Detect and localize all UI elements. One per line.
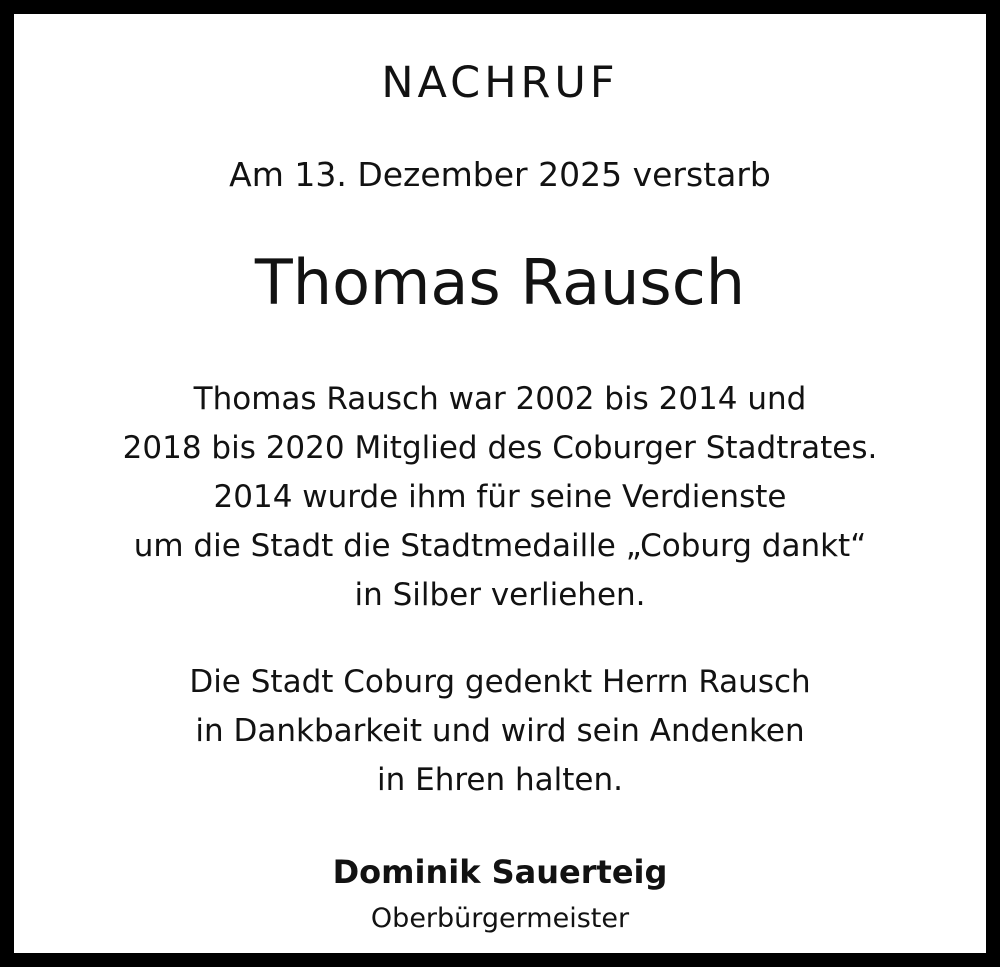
biography-line: um die Stadt die Stadtmedaille „Coburg dankt“ bbox=[133, 527, 867, 564]
biography-line: 2018 bis 2020 Mitglied des Coburger Stadtrates. bbox=[122, 430, 878, 467]
page-title: NACHRUF bbox=[381, 58, 619, 108]
deceased-name: Thomas Rausch bbox=[254, 245, 746, 319]
signatory-role: Oberbürgermeister bbox=[370, 903, 630, 935]
biography-line: in Silber verliehen. bbox=[354, 576, 646, 613]
biography-paragraph bbox=[123, 375, 878, 620]
biography-line: Thomas Rausch war 2002 bis 2014 und bbox=[193, 381, 807, 418]
tribute-line: Die Stadt Coburg gedenkt Herrn Rausch bbox=[189, 663, 811, 700]
tribute-line: in Dankbarkeit und wird sein Andenken bbox=[195, 712, 805, 749]
tribute-line: in Ehren halten. bbox=[377, 761, 623, 798]
biography-line: 2014 wurde ihm für seine Verdienste bbox=[213, 479, 787, 516]
death-date-line: Am 13. Dezember 2025 verstarb bbox=[229, 155, 771, 195]
tribute-paragraph bbox=[189, 658, 810, 805]
signatory-name: Dominik Sauerteig bbox=[332, 852, 668, 891]
obituary-notice bbox=[14, 14, 986, 953]
